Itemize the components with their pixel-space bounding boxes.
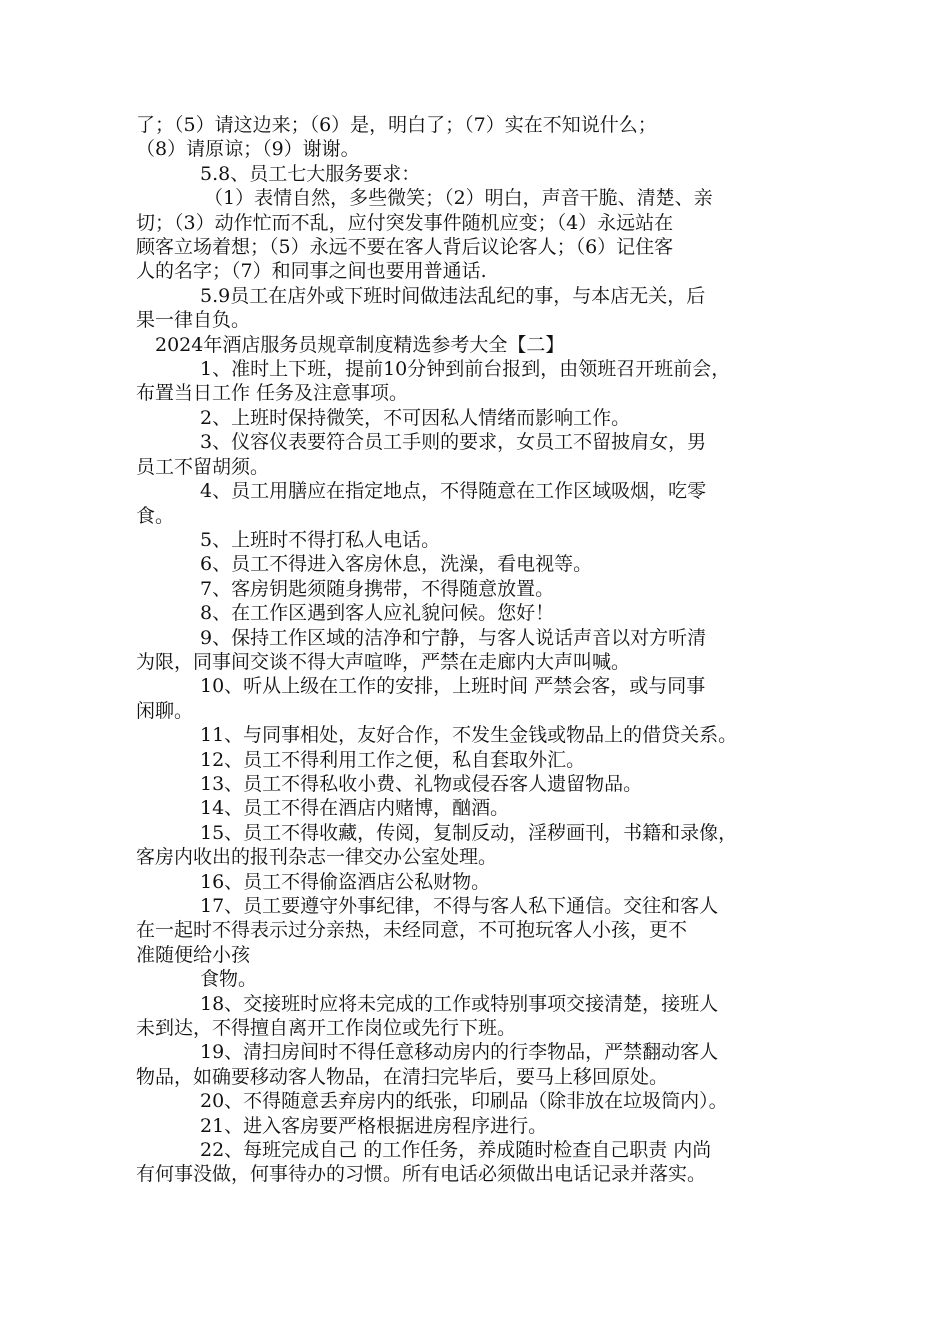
text-line: 9、保持工作区域的洁净和宁静，与客人说话声音以对方听清 <box>200 626 707 649</box>
text-line: 12、员工不得利用工作之便，私自套取外汇。 <box>200 748 586 771</box>
text-line: 18、交接班时应将未完成的工作或特别事项交接清楚，接班人 <box>200 992 719 1015</box>
text-line: 切；（3）动作忙而不乱，应付突发事件随机应变；（4）永远站在 <box>136 211 674 234</box>
text-line: 17、员工要遵守外事纪律，不得与客人私下通信。交往和客人 <box>200 895 719 917</box>
text-line: 15、员工不得收藏，传阅，复制反动，淫秽画刊，书籍和录像， <box>200 821 738 844</box>
text-line: 11、与同事相处，友好合作，不发生金钱或物品上的借贷关系。 <box>200 724 738 747</box>
text-line: 员工不留胡须。 <box>136 455 270 478</box>
text-line: （8）请原谅；（9）谢谢。 <box>136 138 360 161</box>
document-page <box>136 113 816 1187</box>
text-line: 16、员工不得偷盗酒店公私财物。 <box>200 870 491 893</box>
text-line: 顾客立场着想；（5）永远不要在客人背后议论客人；（6）记住客 <box>136 236 674 259</box>
text-line: 物品，如确要移动客人物品，在清扫完毕后，要马上移回原处。 <box>136 1065 669 1088</box>
section-heading: 2024年酒店服务员规章制度精选参考大全【二】 <box>155 333 565 356</box>
text-line: 未到达，不得擅自离开工作岗位或先行下班。 <box>136 1017 517 1040</box>
text-line: 19、清扫房间时不得任意移动房内的行李物品，严禁翻动客人 <box>200 1041 719 1064</box>
text-line: 21、进入客房要严格根据进房程序进行。 <box>200 1114 548 1137</box>
text-line: 6、员工不得进入客房休息，洗澡，看电视等。 <box>200 553 593 576</box>
text-line: 10、听从上级在工作的安排，上班时间 严禁会客，或与同事 <box>200 675 706 698</box>
text-line: 了；（5）请这边来；（6）是，明白了；（7）实在不知说什么； <box>136 114 657 136</box>
text-line: 13、员工不得私收小费、礼物或侵吞客人遗留物品。 <box>200 772 643 795</box>
text-line: 为限，同事间交谈不得大声喧哗，严禁在走廊内大声叫喊。 <box>136 650 631 673</box>
text-line: 在一起时不得表示过分亲热，未经同意，不可抱玩客人小孩，更不 <box>136 919 688 942</box>
text-line: 食。 <box>136 504 175 527</box>
text-line: 4、员工用膳应在指定地点，不得随意在工作区域吸烟，吃零 <box>200 480 707 503</box>
text-line: 客房内收出的报刊杂志一律交办公室处理。 <box>136 846 498 869</box>
text-line: 5.9员工在店外或下班时间做违法乱纪的事，与本店无关，后 <box>200 284 706 307</box>
text-line: （1）表情自然，多些微笑；（2）明白，声音干脆、清楚、亲 <box>204 187 713 210</box>
text-line: 准随便给小孩 <box>136 943 251 966</box>
text-line: 5、上班时不得打私人电话。 <box>200 528 441 551</box>
text-line: 有何事没做，何事待办的习惯。所有电话必须做出电话记录并落实。 <box>136 1163 707 1186</box>
text-line: 14、员工不得在酒店内赌博，酗酒。 <box>200 797 510 820</box>
text-line: 闲聊。 <box>136 699 194 722</box>
text-line: 8、在工作区遇到客人应礼貌问候。您好！ <box>200 602 555 625</box>
text-line: 果一律自负。 <box>136 309 251 332</box>
text-line: 20、不得随意丢弃房内的纸张，印刷品（除非放在垃圾筒内）。 <box>200 1090 728 1113</box>
text-line: 布置当日工作 任务及注意事项。 <box>136 382 409 405</box>
text-line: 7、客房钥匙须随身携带，不得随意放置。 <box>200 577 555 600</box>
text-line: 食物。 <box>200 968 258 991</box>
text-line: 人的名字；（7）和同事之间也要用普通话. <box>136 260 487 283</box>
text-line: 5.8、员工七大服务要求： <box>200 162 421 185</box>
text-line: 2、上班时保持微笑，不可因私人情绪而影响工作。 <box>200 406 631 429</box>
text-line: 3、仪容仪表要符合员工手则的要求，女员工不留披肩女，男 <box>200 431 707 454</box>
text-line: 22、每班完成自己 的工作任务，养成随时检查自己职责 内尚 <box>200 1139 712 1162</box>
text-line: 1、准时上下班，提前10分钟到前台报到，由领班召开班前会， <box>200 358 731 381</box>
